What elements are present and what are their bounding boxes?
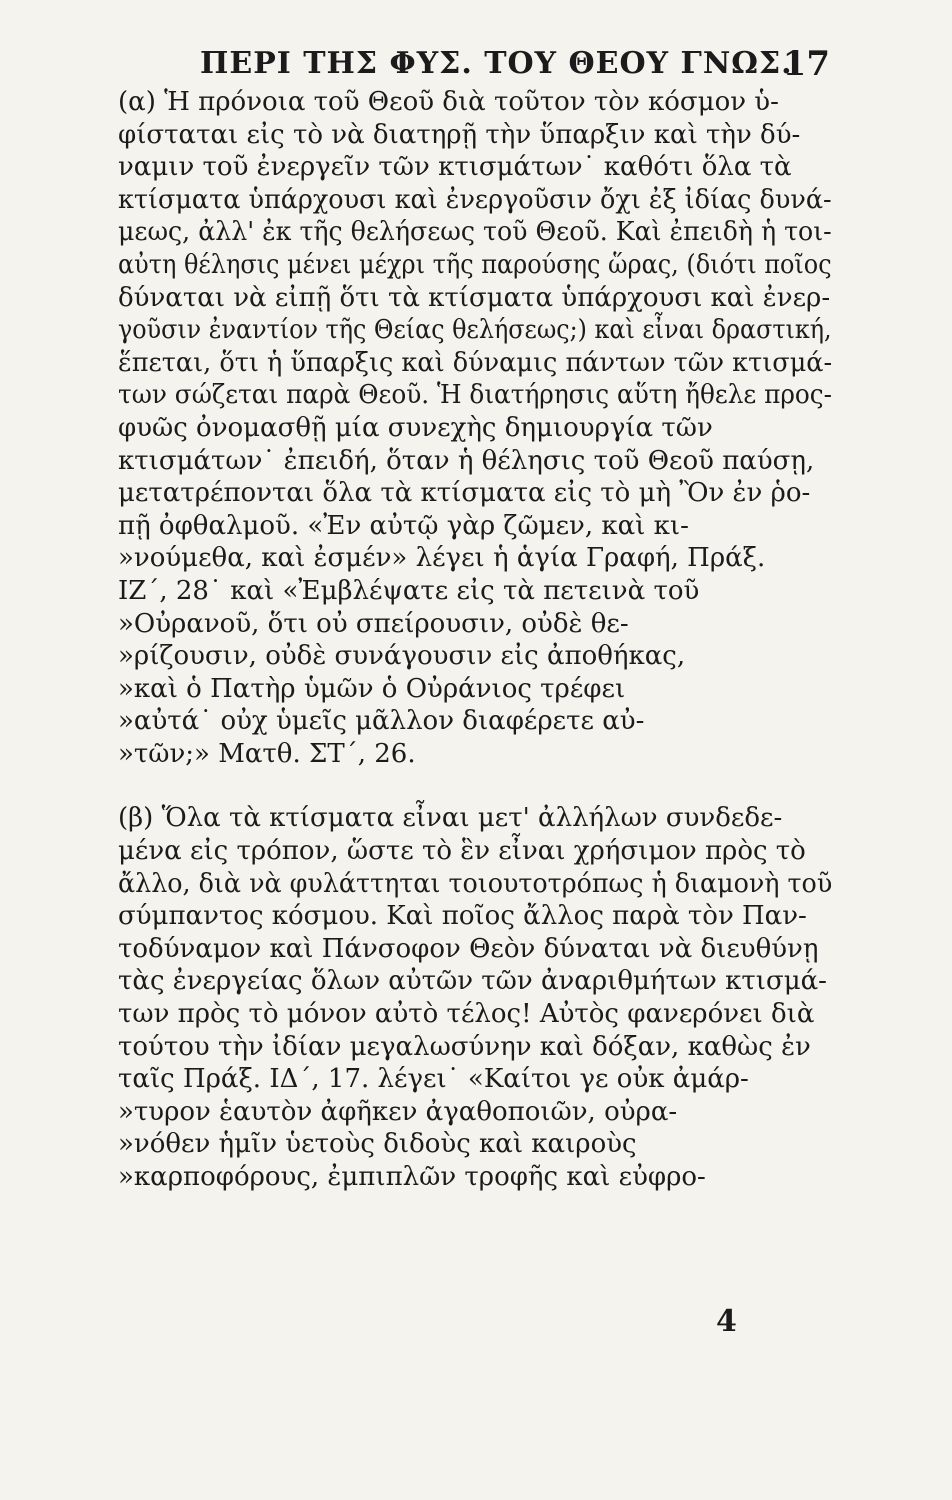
text-line: τοδύναμον καὶ Πάνσοφον Θεὸν δύναται νὰ διευθύνῃ	[118, 933, 819, 964]
paragraph-gap	[118, 770, 832, 802]
text-line: τὰς ἐνεργείας ὅλων αὐτῶν τῶν ἀναριθμήτων κτισμά-	[118, 966, 827, 997]
text-line: ΙΖ΄, 28˙ καὶ «Ἐμβλέψατε εἰς τὰ πετεινὰ τοῦ	[118, 575, 700, 606]
text-line: »τυρον ἑαυτὸν ἀφῆκεν ἀγαθοποιῶν, οὐρα-	[118, 1096, 678, 1127]
text-line: μένα εἰς τρόπον, ὥστε τὸ ἓν εἶναι χρήσιμον πρὸς τὸ	[118, 836, 806, 867]
text-line: δύναται νὰ εἰπῇ ὅτι τὰ κτίσματα ὑπάρχουσι καὶ ἐνερ-	[118, 282, 831, 313]
text-line: »αὐτά˙ οὐχ ὑμεῖς μᾶλλον διαφέρετε αὐ-	[118, 706, 645, 737]
signature-mark: 4	[716, 1304, 737, 1339]
text-line: ταῖς Πράξ. ΙΔ΄, 17. λέγει˙ «Καίτοι γε οὐκ ἀμάρ-	[118, 1064, 749, 1095]
text-line: »νόθεν ἡμῖν ὑετοὺς διδοὺς καὶ καιροὺς	[118, 1129, 637, 1160]
text-line: σύμπαντος κόσμου. Καὶ ποῖος ἄλλος παρὰ τὸν Παν-	[118, 901, 807, 932]
running-title: ΠΕΡΙ ΤΗΣ ΦΥΣ. ΤΟΥ ΘΕΟΥ ΓΝΩΣ.	[200, 46, 793, 81]
body-text	[118, 86, 832, 1194]
text-line: »Οὐρανοῦ, ὅτι οὐ σπείρουσιν, οὐδὲ θε-	[118, 608, 629, 639]
text-line: γοῦσιν ἐναντίον τῆς Θείας θελήσεως;) καὶ εἶναι δραστική,	[118, 315, 832, 346]
page-header	[200, 46, 830, 90]
paragraph-b	[118, 802, 832, 1193]
text-line: ἕπεται, ὅτι ἡ ὕπαρξις καὶ δύναμις πάντων τῶν κτισμά-	[118, 347, 833, 378]
page-number: 17	[782, 44, 830, 84]
text-line: πῇ ὀφθαλμοῦ. «Ἐν αὐτῷ γὰρ ζῶμεν, καὶ κι-	[118, 510, 689, 541]
text-line: (α) Ἡ πρόνοια τοῦ Θεοῦ διὰ τοῦτον τὸν κόσμον ὑ-	[118, 87, 779, 117]
text-line: »νούμεθα, καὶ ἐσμέν» λέγει ἡ ἁγία Γραφή, Πράξ.	[118, 543, 766, 574]
text-line: των πρὸς τὸ μόνον αὐτὸ τέλος! Αὐτὸς φανερόνει διὰ	[118, 999, 815, 1030]
text-line: ἄλλο, διὰ νὰ φυλάττηται τοιουτοτρόπως ἡ διαμονὴ τοῦ	[118, 868, 833, 899]
text-line: φίσταται εἰς τὸ νὰ διατηρῇ τὴν ὕπαρξιν καὶ τὴν δύ-	[118, 119, 801, 150]
text-line: ναμιν τοῦ ἐνεργεῖν τῶν κτισμάτων˙ καθότι ὅλα τὰ	[118, 152, 792, 183]
text-line: φυῶς ὀνομασθῇ μία συνεχὴς δημιουργία τῶν	[118, 412, 713, 443]
text-line: κτίσματα ὑπάρχουσι καὶ ἐνεργοῦσιν ὄχι ἐξ ἰδίας δυνά-	[118, 184, 832, 215]
text-line: »καὶ ὁ Πατὴρ ὑμῶν ὁ Οὐράνιος τρέφει	[118, 673, 626, 704]
text-line: μετατρέπονται ὅλα τὰ κτίσματα εἰς τὸ μὴ Ὂν ἐν ῥο-	[118, 478, 811, 509]
text-line: αὐτη θέλησις μένει μέχρι τῆς παρούσης ὥρας, (διότι ποῖος	[118, 249, 832, 280]
text-line: κτισμάτων˙ ἐπειδή, ὅταν ἡ θέλησις τοῦ Θεοῦ παύσῃ,	[118, 445, 815, 476]
text-line: »ρίζουσιν, οὐδὲ συνάγουσιν εἰς ἀποθήκας,	[118, 641, 686, 672]
paragraph-a	[118, 86, 832, 770]
text-line: τούτου τὴν ἰδίαν μεγαλωσύνην καὶ δόξαν, καθὼς ἐν	[118, 1031, 811, 1062]
text-line: »τῶν;» Ματθ. ΣΤ΄, 26.	[118, 738, 416, 769]
text-line: μεως, ἀλλ' ἐκ τῆς θελήσεως τοῦ Θεοῦ. Καὶ ἐπειδὴ ἡ τοι-	[118, 217, 832, 248]
text-line: των σώζεται παρὰ Θεοῦ. Ἡ διατήρησις αὕτη ἤθελε προς-	[118, 380, 833, 411]
text-line: »καρποφόρους, ἐμπιπλῶν τροφῆς καὶ εὐφρο-	[118, 1162, 706, 1192]
text-line: (β) Ὅλα τὰ κτίσματα εἶναι μετ' ἀλλήλων συνδεδε-	[118, 803, 783, 834]
